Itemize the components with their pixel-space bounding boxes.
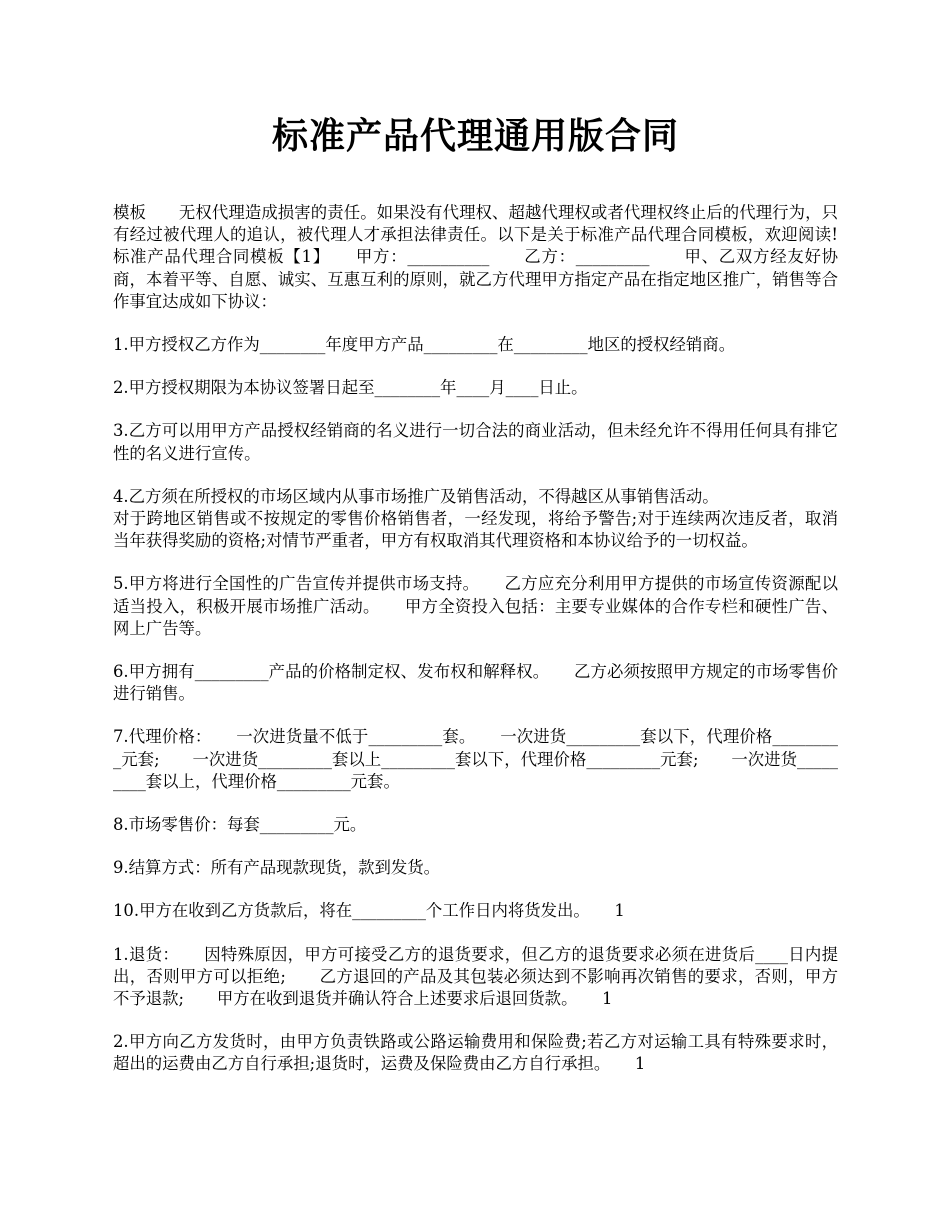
document-body <box>113 202 871 1076</box>
clause-2: 2.甲方授权期限为本协议签署日起至________年____月____日止。 <box>113 378 588 398</box>
clause-6: 6.甲方拥有_________产品的价格制定权、发布权和解释权。 乙方必须按照甲方规定的市场零售价进行销售。 <box>113 662 838 704</box>
document-title: 标准产品代理通用版合同 <box>271 115 679 157</box>
clause-12-shipping: 2.甲方向乙方发货时，由甲方负责铁路或公路运输费用和保险费;若乙方对运输工具有特殊要求时，超出的运费由乙方自行承担;退货时，运费及保险费由乙方自行承担。 1 <box>113 1032 838 1074</box>
clause-4: 4.乙方须在所授权的市场区域内从事市场推广及销售活动，不得越区从事销售活动。 对于跨地区销售或不按规定的零售价格销售者，一经发现，将给予警告;对于连续两次违反者，取消当年获得奖励的资格;对情节严重者，甲方有权取消其代理资格和本协议给予的一切权益。 <box>113 486 838 551</box>
clause-8: 8.市场零售价：每套_________元。 <box>113 815 367 835</box>
clause-5: 5.甲方将进行全国性的广告宣传并提供市场支持。 乙方应充分利用甲方提供的市场宣传资源配以适当投入，积极开展市场推广活动。 甲方全资投入包括：主要专业媒体的合作专栏和硬性广告、网上广告等。 <box>113 574 838 638</box>
clause-9: 9.结算方式：所有产品现款现货，款到发货。 <box>113 858 441 878</box>
clause-7: 7.代理价格： 一次进货量不低于_________套。 一次进货_________套以下，代理价格_________元套; 一次进货_________套以上_________套以下，代理价格_________元套; 一次进货_________套以上，代理价格_________元套。 <box>113 727 838 791</box>
clause-3: 3.乙方可以用甲方产品授权经销商的名义进行一切合法的商业活动，但未经允许不得用任何具有排它性的名义进行宣传。 <box>113 421 838 463</box>
clause-11-returns: 1.退货： 因特殊原因，甲方可接受乙方的退货要求，但乙方的退货要求必须在进货后____日内提出，否则甲方可以拒绝; 乙方退回的产品及其包装必须达到不影响再次销售的要求，否则，甲方不予退款; 甲方在收到退货并确认符合上述要求后退回货款。 1 <box>113 944 838 1009</box>
clause-10: 10.甲方在收到乙方货款后，将在_________个工作日内将货发出。 1 <box>113 901 625 921</box>
intro-paragraph: 模板 无权代理造成损害的责任。如果没有代理权、超越代理权或者代理权终止后的代理行为，只有经过被代理人的追认，被代理人才承担法律责任。以下是关于标准产品代理合同模板，欢迎阅读! 标准产品代理合同模板【1】 甲方：__________ 乙方：_________ 甲、乙双方经友好协商，本着平等、自愿、诚实、互惠互利的原则，就乙方代理甲方指定产品在指定地区推广，销售等合作事宜达成如下协议： <box>113 203 871 311</box>
clause-1: 1.甲方授权乙方作为________年度甲方产品_________在_________地区的授权经销商。 <box>113 335 736 355</box>
